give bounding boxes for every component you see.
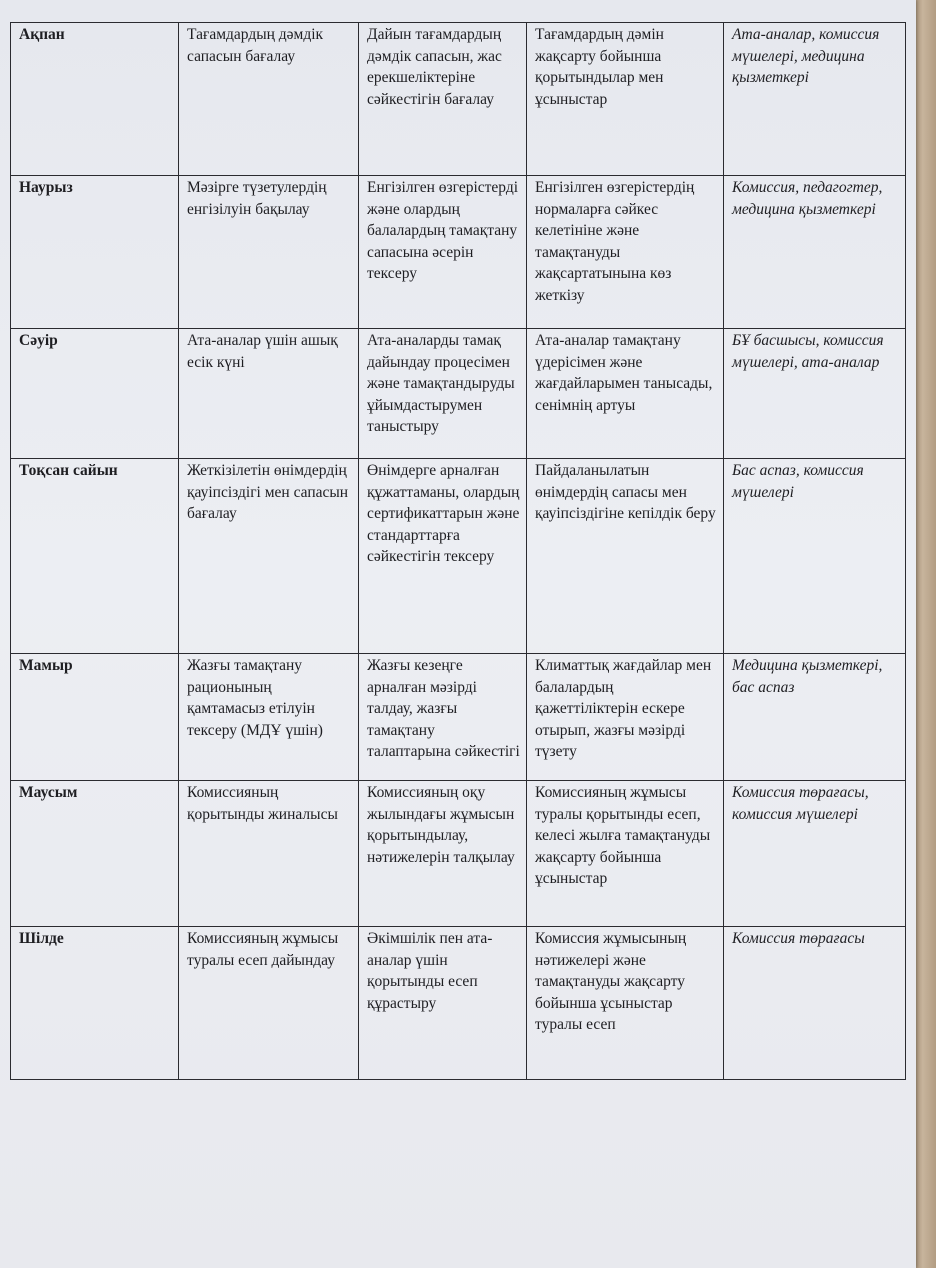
content-cell: Ата-аналарды тамақ дайындау процесімен және тамақтандыруды ұйымдастырумен таныстыру	[359, 329, 527, 459]
table-row	[11, 459, 906, 654]
month-cell: Сәуір	[11, 329, 179, 459]
event-cell: Тағамдардың дәмдік сапасын бағалау	[179, 23, 359, 176]
result-cell: Тағамдардың дәмін жақсарту бойынша қорытындылар мен ұсыныстар	[527, 23, 724, 176]
responsible-cell: Комиссия, педагогтер, медицина қызметкері	[724, 176, 906, 329]
month-cell: Шілде	[11, 927, 179, 1080]
month-cell: Ақпан	[11, 23, 179, 176]
content-cell: Жазғы кезеңге арналған мәзірді талдау, жазғы тамақтану талаптарына сәйкестігі	[359, 654, 527, 781]
event-cell: Ата-аналар үшін ашық есік күні	[179, 329, 359, 459]
wooden-surface	[914, 0, 936, 1268]
table-row	[11, 23, 906, 176]
content-cell: Комиссияның оқу жылындағы жұмысын қорытындылау, нәтижелерін талқылау	[359, 781, 527, 927]
result-cell: Комиссияның жұмысы туралы қорытынды есеп, келесі жылға тамақтануды жақсарту бойынша ұсыныстар	[527, 781, 724, 927]
result-cell: Ата-аналар тамақтану үдерісімен және жағдайларымен танысады, сенімнің артуы	[527, 329, 724, 459]
result-cell: Пайдаланылатын өнімдердің сапасы мен қауіпсіздігіне кепілдік беру	[527, 459, 724, 654]
content-cell: Енгізілген өзгерістерді және олардың балалардың тамақтану сапасына әсерін тексеру	[359, 176, 527, 329]
responsible-cell: Комиссия төрағасы, комиссия мүшелері	[724, 781, 906, 927]
event-cell: Комиссияның қорытынды жиналысы	[179, 781, 359, 927]
result-cell: Енгізілген өзгерістердің нормаларға сәйкес келетініне және тамақтануды жақсартатынына көз жеткізу	[527, 176, 724, 329]
result-cell: Комиссия жұмысының нәтижелері және тамақтануды жақсарту бойынша ұсыныстар туралы есеп	[527, 927, 724, 1080]
month-cell: Тоқсан сайын	[11, 459, 179, 654]
responsible-cell: Комиссия төрағасы	[724, 927, 906, 1080]
content-cell: Әкімшілік пен ата-аналар үшін қорытынды есеп құрастыру	[359, 927, 527, 1080]
responsible-cell: Медицина қызметкері, бас аспаз	[724, 654, 906, 781]
table-row	[11, 781, 906, 927]
content-cell: Дайын тағамдардың дәмдік сапасын, жас ерекшеліктеріне сәйкестігін бағалау	[359, 23, 527, 176]
responsible-cell: Бас аспаз, комиссия мүшелері	[724, 459, 906, 654]
event-cell: Жеткізілетін өнімдердің қауіпсіздігі мен сапасын бағалау	[179, 459, 359, 654]
table-row	[11, 654, 906, 781]
table-row	[11, 927, 906, 1080]
responsible-cell: Ата-аналар, комиссия мүшелері, медицина қызметкері	[724, 23, 906, 176]
commission-plan-table	[10, 22, 906, 1080]
content-cell: Өнімдерге арналған құжаттаманы, олардың сертификаттарын және стандарттарға сәйкестігін тексеру	[359, 459, 527, 654]
month-cell: Маусым	[11, 781, 179, 927]
table-row	[11, 329, 906, 459]
month-cell: Наурыз	[11, 176, 179, 329]
table-row	[11, 176, 906, 329]
event-cell: Комиссияның жұмысы туралы есеп дайындау	[179, 927, 359, 1080]
event-cell: Жазғы тамақтану рационының қамтамасыз етілуін тексеру (МДҰ үшін)	[179, 654, 359, 781]
event-cell: Мәзірге түзетулердің енгізілуін бақылау	[179, 176, 359, 329]
month-cell: Мамыр	[11, 654, 179, 781]
result-cell: Климаттық жағдайлар мен балалардың қажеттіліктерін ескере отырып, жазғы мәзірді түзету	[527, 654, 724, 781]
responsible-cell: БҰ басшысы, комиссия мүшелері, ата-аналар	[724, 329, 906, 459]
